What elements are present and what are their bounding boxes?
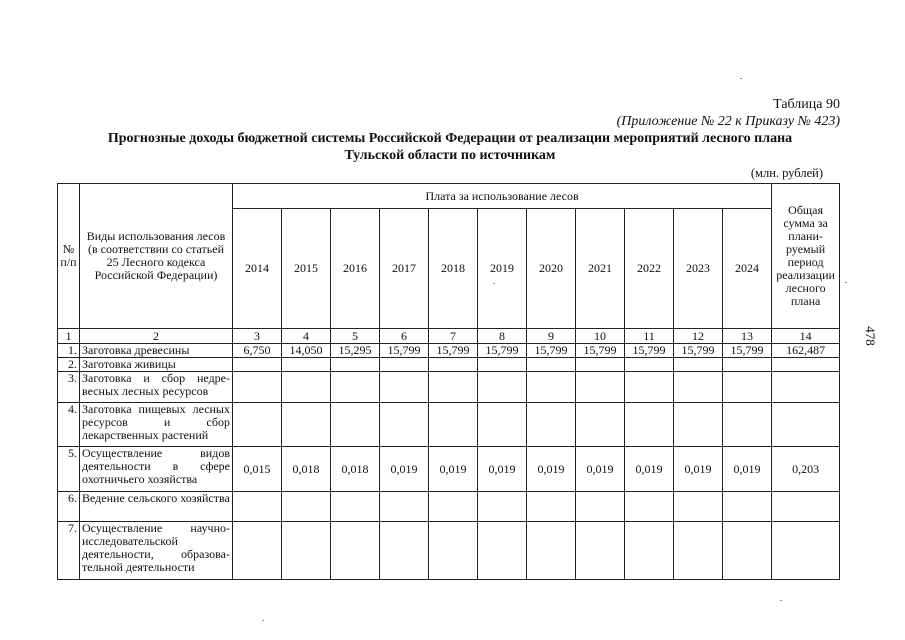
scan-speck: [740, 78, 742, 79]
row-total: 162,487: [772, 344, 840, 358]
column-number: 9: [527, 329, 576, 344]
row-value: [674, 522, 723, 580]
row-value: [282, 403, 331, 447]
row-value: [674, 492, 723, 522]
header-no: № п/п: [58, 184, 80, 329]
row-value: [625, 372, 674, 403]
scan-speck: [780, 600, 782, 601]
column-number: 3: [233, 329, 282, 344]
scan-speck: [845, 282, 847, 283]
row-value: [331, 492, 380, 522]
row-kind: Заготовка пищевых лесных ресурсов и сбор лекарственных растений: [80, 403, 233, 447]
scan-speck: [262, 620, 264, 621]
row-value: 15,295: [331, 344, 380, 358]
row-value: [723, 522, 772, 580]
row-number: 1.: [58, 344, 80, 358]
row-value: [331, 522, 380, 580]
row-kind: Заготовка и сбор недре-весных лесных ресурсов: [80, 372, 233, 403]
row-value: [723, 372, 772, 403]
scan-speck: [493, 283, 495, 284]
row-value: 0,019: [674, 447, 723, 492]
table-row: [58, 492, 840, 522]
row-kind: Заготовка древесины: [80, 344, 233, 358]
row-value: [576, 358, 625, 372]
row-value: [723, 492, 772, 522]
row-value: 0,019: [380, 447, 429, 492]
row-total: [772, 372, 840, 403]
row-value: [674, 358, 723, 372]
column-number: 2: [80, 329, 233, 344]
row-value: [478, 403, 527, 447]
row-total: [772, 358, 840, 372]
row-value: 15,799: [478, 344, 527, 358]
column-number: 11: [625, 329, 674, 344]
header-year: 2024: [723, 209, 772, 329]
column-number: 12: [674, 329, 723, 344]
row-value: [429, 492, 478, 522]
row-value: [331, 403, 380, 447]
table-row: [58, 344, 840, 358]
row-value: [576, 492, 625, 522]
table-number: Таблица 90: [773, 97, 840, 112]
row-value: [625, 358, 674, 372]
row-value: [478, 372, 527, 403]
row-value: [723, 403, 772, 447]
row-value: [331, 358, 380, 372]
header-year: 2022: [625, 209, 674, 329]
row-value: 0,019: [478, 447, 527, 492]
row-value: [527, 358, 576, 372]
row-number: 5.: [58, 447, 80, 492]
document-title-line-2: Тульской области по источникам: [344, 148, 556, 163]
column-number: 10: [576, 329, 625, 344]
header-year: 2019: [478, 209, 527, 329]
table-row: [58, 447, 840, 492]
revenue-table: [57, 183, 840, 580]
row-value: 15,799: [380, 344, 429, 358]
row-value: 15,799: [674, 344, 723, 358]
row-value: 0,015: [233, 447, 282, 492]
row-value: 15,799: [625, 344, 674, 358]
row-value: [233, 403, 282, 447]
row-value: [429, 372, 478, 403]
header-year: 2023: [674, 209, 723, 329]
row-value: [380, 372, 429, 403]
row-value: [625, 403, 674, 447]
column-number: 8: [478, 329, 527, 344]
row-value: [527, 403, 576, 447]
column-number: 5: [331, 329, 380, 344]
header-year: 2016: [331, 209, 380, 329]
row-value: [380, 358, 429, 372]
row-number: 6.: [58, 492, 80, 522]
row-number: 7.: [58, 522, 80, 580]
row-value: [233, 492, 282, 522]
row-value: [625, 522, 674, 580]
row-value: [282, 358, 331, 372]
table-row: [58, 403, 840, 447]
row-value: [282, 372, 331, 403]
row-kind: Осуществление видов деятельности в сфере охотничьего хозяйства: [80, 447, 233, 492]
header-year: 2018: [429, 209, 478, 329]
appendix-reference: (Приложение № 22 к Приказу № 423): [616, 114, 840, 129]
row-value: [527, 522, 576, 580]
row-value: [478, 358, 527, 372]
header-group-payment: Плата за использование лесов: [233, 184, 772, 209]
column-number: 13: [723, 329, 772, 344]
row-value: [576, 522, 625, 580]
table-row: [58, 522, 840, 580]
column-number: 4: [282, 329, 331, 344]
row-value: 15,799: [576, 344, 625, 358]
column-number: 1: [58, 329, 80, 344]
row-value: [282, 492, 331, 522]
row-value: [576, 372, 625, 403]
row-value: 0,019: [723, 447, 772, 492]
row-value: [527, 372, 576, 403]
row-value: 0,018: [331, 447, 380, 492]
column-number: 6: [380, 329, 429, 344]
row-value: [380, 522, 429, 580]
row-value: [380, 492, 429, 522]
row-value: [233, 372, 282, 403]
row-value: 0,019: [576, 447, 625, 492]
row-number: 3.: [58, 372, 80, 403]
row-total: [772, 522, 840, 580]
row-number: 2.: [58, 358, 80, 372]
row-value: 14,050: [282, 344, 331, 358]
row-value: [723, 358, 772, 372]
row-value: [380, 403, 429, 447]
header-year: 2017: [380, 209, 429, 329]
row-value: [429, 358, 478, 372]
header-total: Общая сумма за плани-руемый период реализации лесного плана: [772, 184, 840, 329]
row-value: 15,799: [429, 344, 478, 358]
row-total: [772, 403, 840, 447]
header-year: 2014: [233, 209, 282, 329]
units-note: (млн. рублей): [750, 166, 823, 180]
table-row: [58, 372, 840, 403]
row-value: [429, 403, 478, 447]
table-row: [58, 358, 840, 372]
row-value: [233, 522, 282, 580]
row-value: 0,019: [429, 447, 478, 492]
row-value: 15,799: [527, 344, 576, 358]
document-title-line-1: Прогнозные доходы бюджетной системы Российской Федерации от реализации мероприятий лесного плана: [107, 131, 793, 146]
row-value: [478, 492, 527, 522]
row-value: [233, 358, 282, 372]
header-kind: Виды использования лесов (в соответствии со статьей 25 Лесного кодекса Российской Федерации): [80, 184, 233, 329]
row-value: 0,019: [527, 447, 576, 492]
row-kind: Заготовка живицы: [80, 358, 233, 372]
row-value: [282, 522, 331, 580]
row-value: [331, 372, 380, 403]
row-kind: Осуществление научно-исследовательской деятельности, образова-тельной деятельности: [80, 522, 233, 580]
row-value: 0,018: [282, 447, 331, 492]
header-year: 2020: [527, 209, 576, 329]
row-value: [674, 372, 723, 403]
row-total: [772, 492, 840, 522]
header-year: 2021: [576, 209, 625, 329]
row-value: [674, 403, 723, 447]
row-value: [478, 522, 527, 580]
row-number: 4.: [58, 403, 80, 447]
row-value: [576, 403, 625, 447]
row-value: 6,750: [233, 344, 282, 358]
row-value: [527, 492, 576, 522]
row-value: [625, 492, 674, 522]
row-value: 15,799: [723, 344, 772, 358]
page-number: 478: [862, 326, 878, 346]
row-value: [429, 522, 478, 580]
header-year: 2015: [282, 209, 331, 329]
column-number: 7: [429, 329, 478, 344]
row-value: 0,019: [625, 447, 674, 492]
row-kind: Ведение сельского хозяйства: [80, 492, 233, 522]
column-number: 14: [772, 329, 840, 344]
row-total: 0,203: [772, 447, 840, 492]
